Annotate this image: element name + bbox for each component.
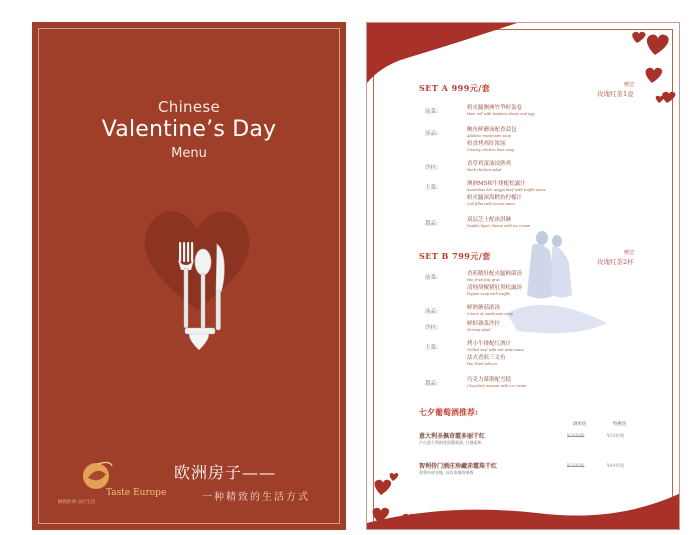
set-b-dish: 鲜奶蘑菇浓汤 [467,305,501,311]
cover-title-sub: Menu [171,146,207,161]
wine-price-old: ¥388/瓶 [567,434,585,439]
set-a-dish-en: Ham roll with bamboo shoots and egg [467,112,535,116]
set-a-dish-en: Abalone mushroom soup [467,134,511,138]
heart-icon [662,92,675,103]
set-b-course-label: 沙拉: [425,325,438,331]
set-a-dish-en: Cod fillet with lemon sauce [467,202,516,206]
set-b-course-label: 汤品: [425,309,438,315]
set-a-dish: 双层芝士配冰淇淋 [467,217,512,223]
set-a-dish: 澳洲M5和牛排配松露汁 [467,181,526,187]
wine-section-title: 七夕葡萄酒推荐: [419,407,478,417]
set-b-dish-en: Pan fried salmon [467,362,497,366]
set-b-dish-en: Pan fried foie gras [467,278,500,282]
set-b-gift-item: 玫瑰红茶2杯 [597,258,634,266]
set-a-dish: 鲍鱼鲜蘑汤配香蒜包 [467,127,517,133]
heart-icon [375,480,392,495]
wine-price-new: ¥499/瓶 [607,464,625,469]
set-b-course-label: 主菜: [425,345,438,351]
set-b-dish-en: Chocolate mousse with ice cream [467,384,527,388]
set-b-gift-label: 赠送 [623,250,634,256]
set-b-dish: 法式香煎三文鱼 [467,355,506,361]
wine-price-new: ¥298/瓶 [607,434,625,439]
heart-icon [390,473,399,481]
wine-item-desc: 智利中部谷地, 具有浓郁的果香 [419,470,474,475]
cover-title-main: Valentine’s Day [101,117,277,142]
set-a-course-label: 主菜: [425,185,438,191]
set-a-dish: 香草鸡蛋油浸熟鸡 [467,161,512,167]
set-b-dish-en: Shrimp salad [467,328,491,332]
bottom-wave-decoration [367,493,680,530]
wine-item-desc: 产自意大利的优质葡萄酒, 口感柔和 [419,440,482,445]
menu-cover [32,22,346,530]
logo-caption: 触摸欧洲 品位生活 [58,500,96,505]
heart-icon [647,34,669,55]
set-a-dish: 奶火腿深海鳕鱼柠檬汁 [467,195,523,201]
set-b-dish: 巧克力慕斯配雪糕 [467,377,512,383]
set-b-dish-en: Pepper soup with truffle [467,292,510,296]
set-b-course-label: 甜品: [425,381,438,387]
set-b-title: SET B 799元/套 [419,251,491,261]
wine-price-old: ¥588/瓶 [567,464,585,469]
set-a-course-label: 甜品: [425,221,438,227]
top-wave-decoration [367,23,517,83]
set-a-title: SET A 999元/套 [419,83,491,93]
set-a-dish: 奶火腿澳洲竹笋虾蛋卷 [467,105,523,111]
set-b-dish: 清炖胡椒猪肚黑松露汤 [467,285,523,291]
wine-col-special: 特惠价 [613,422,627,427]
set-b-dish-en: Cream of mushroom soup [467,312,513,316]
set-a-course-label: 汤品: [425,131,438,137]
set-b-course-label: 前菜: [425,275,438,281]
set-a-dish: 奶香烤鸡肝浓汤 [467,141,506,147]
set-a-course-label: 沙拉: [425,165,438,171]
heart-icon [632,32,645,43]
wine-col-price: 酒单价 [573,422,587,427]
set-a-dish-en: Australian M5 wagyu beef with truffle sauce [467,188,546,192]
couple-illustration [507,231,607,333]
cutlery-illustration [137,200,257,370]
set-b-dish: 烤小牛排配红酒汁 [467,341,512,347]
set-a-course-label: 前菜: [425,109,438,115]
brand-name: 欧洲房子—— [174,463,277,482]
cover-title-top: Chinese [157,98,221,116]
set-b-dish-en: Grilled veal with red wine sauce [467,348,525,352]
wine-item-name: 智利侍门酒庄珍藏赤霞珠干红 [419,463,498,470]
set-b-dish: 鲜虾蔬菜沙拉 [467,321,501,327]
decoration-layer [367,23,680,530]
set-a-gift-label: 赠送 [623,82,634,88]
set-b-dish: 香煎鹅肝配火腿鲜菌汤 [467,271,523,277]
set-a-gift-item: 玫瑰红茶1壶 [597,90,634,98]
heart-icon [656,96,665,103]
set-a-dish-en: Creamy chicken liver soup [467,148,515,152]
set-a-dish-en: Double layer cheese with ice cream [467,224,531,228]
wine-item-name: 意大利圣佩奇霞多丽干红 [419,433,486,440]
set-a-dish-en: Herb chicken salad [467,168,502,172]
menu-page [366,22,680,530]
logo-brand: Taste Europe [106,488,167,498]
brand-tagline: 一种精致的生活方式 [202,492,310,503]
